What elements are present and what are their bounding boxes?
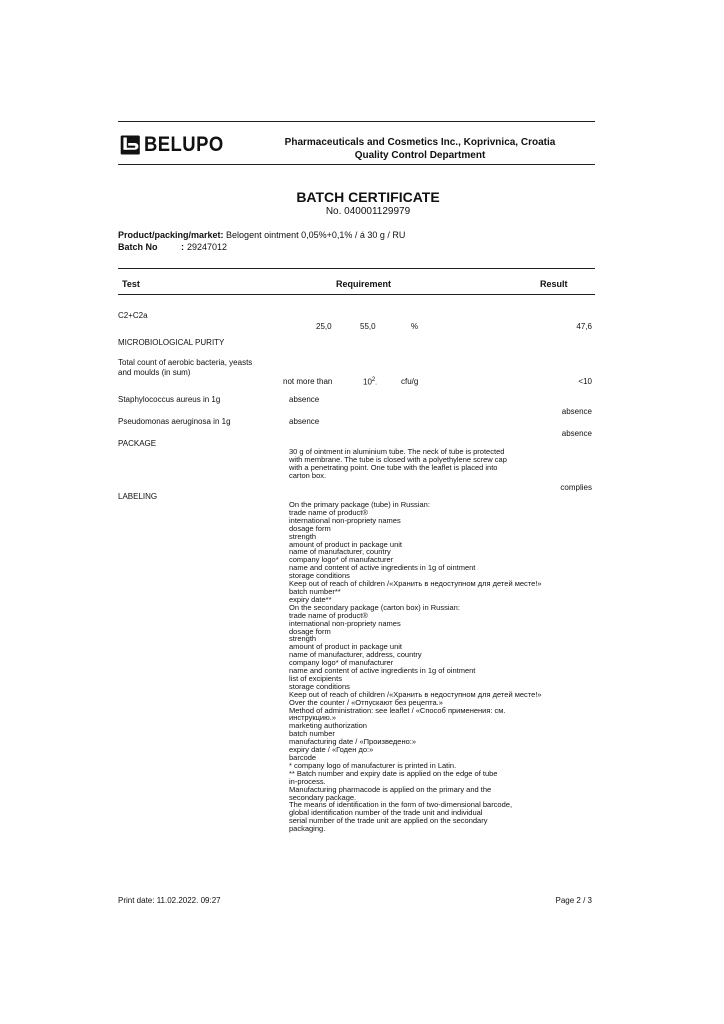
belupo-logo-icon bbox=[120, 130, 140, 160]
batch-value: 29247012 bbox=[187, 242, 228, 252]
labeling-line: name and content of active ingredients in 1g of ointment bbox=[289, 666, 476, 676]
labeling-line: Keep out of reach of children /«Хранить в недоступном для детей месте!» bbox=[289, 579, 542, 589]
package-line: carton box. bbox=[289, 470, 327, 480]
test-name-tamc-2: and moulds (in sum) bbox=[118, 368, 191, 377]
labeling-line: international non-propriety names bbox=[289, 618, 401, 628]
section-package: PACKAGE bbox=[118, 439, 157, 448]
certificate-title: BATCH CERTIFICATE bbox=[296, 189, 440, 205]
col-result-header: Result bbox=[540, 279, 568, 289]
package-description bbox=[289, 448, 539, 480]
package-line: with a penetrating point. One tube with the leaflet is placed into bbox=[289, 462, 498, 472]
labeling-line: packaging. bbox=[289, 824, 326, 834]
labeling-line: name of manufacturer, address, country bbox=[289, 650, 422, 660]
table-top-rule bbox=[118, 268, 595, 269]
req-limit-tamc bbox=[363, 376, 377, 388]
company-name: Pharmaceuticals and Cosmetics Inc., Koprivnica, Croatia bbox=[284, 137, 556, 148]
labeling-line: ** Batch number and expiry date is applied on the edge of tube bbox=[289, 768, 498, 778]
labeling-line: trade name of product® bbox=[289, 507, 368, 517]
col-test-header: Test bbox=[122, 279, 140, 289]
labeling-line: amount of product in package unit bbox=[289, 642, 402, 652]
req-limit-exp: 2 bbox=[371, 377, 376, 383]
certificate-number: No. 040001129979 bbox=[325, 206, 411, 217]
labeling-line: On the secondary package (carton box) in Russian: bbox=[289, 602, 460, 612]
labeling-line: The means of identification in the form of two-dimensional barcode, bbox=[289, 800, 513, 810]
req-staph: absence bbox=[289, 395, 320, 404]
section-micro: MICROBIOLOGICAL PURITY bbox=[118, 338, 225, 347]
test-name-pseudo: Pseudomonas aeruginosa in 1g bbox=[118, 417, 231, 426]
labeling-line: * company logo of manufacturer is printed in Latin. bbox=[289, 760, 457, 770]
labeling-line: batch number bbox=[289, 729, 335, 739]
labeling-line: Keep out of reach of children /«Хранить в недоступном для детей месте!» bbox=[289, 689, 542, 699]
labeling-line: global identification number of the trade unit and individual bbox=[289, 808, 483, 818]
req-limit-exp-suffix: . bbox=[375, 380, 377, 387]
labeling-line: dosage form bbox=[289, 626, 331, 636]
table-header-rule bbox=[118, 294, 595, 295]
req-unit-c2: % bbox=[411, 322, 419, 331]
labeling-line: serial number of the trade unit are applied on the secondary bbox=[289, 816, 488, 826]
req-pseudo: absence bbox=[289, 417, 320, 426]
batch-separator: : bbox=[181, 242, 184, 252]
col-requirement-header: Requirement bbox=[336, 279, 392, 289]
req-unit-tamc: cfu/g bbox=[401, 377, 419, 386]
labeling-line: list of excipients bbox=[289, 673, 342, 683]
test-name-staph: Staphylococcus aureus in 1g bbox=[118, 395, 221, 404]
labeling-line: company logo* of manufacturer bbox=[289, 658, 394, 668]
labeling-line: storage conditions bbox=[289, 681, 350, 691]
labeling-line: batch number** bbox=[289, 586, 341, 596]
labeling-line: dosage form bbox=[289, 523, 331, 533]
result-pseudo: absence bbox=[561, 429, 592, 438]
product-label: Product/packing/market: bbox=[118, 230, 224, 240]
labeling-line: Manufacturing pharmacode is applied on the primary and the bbox=[289, 784, 492, 794]
header-bottom-rule bbox=[118, 164, 595, 165]
labeling-line: expiry date** bbox=[289, 594, 332, 604]
test-name-c2: C2+C2a bbox=[118, 311, 148, 320]
labeling-line: company logo* of manufacturer bbox=[289, 555, 394, 565]
header-top-rule bbox=[118, 121, 595, 122]
labeling-line: Over the counter / «Отпускают без рецепта.» bbox=[289, 697, 443, 707]
labeling-description bbox=[289, 500, 542, 834]
package-line: with membrane. The tube is closed with a polyethylene screw cap bbox=[289, 454, 507, 464]
labeling-line: name of manufacturer, country bbox=[289, 547, 391, 557]
print-date: Print date: 11.02.2022. 09:27 bbox=[118, 896, 221, 905]
labeling-line: On the primary package (tube) in Russian: bbox=[289, 500, 430, 509]
req-limit-base: 10 bbox=[363, 377, 372, 387]
labeling-line: international non-propriety names bbox=[289, 515, 401, 525]
req-tamc: not more than bbox=[283, 377, 333, 386]
req-max-c2: 55,0 bbox=[360, 322, 376, 331]
labeling-line: name and content of active ingredients in 1g of ointment bbox=[289, 563, 476, 573]
labeling-line: manufacturing date / «Произведено:» bbox=[289, 737, 417, 747]
brand-logo bbox=[120, 128, 235, 162]
req-min-c2: 25,0 bbox=[316, 322, 332, 331]
product-value: Belogent ointment 0,05%+0,1% / á 30 g / RU bbox=[226, 230, 406, 240]
result-staph: absence bbox=[561, 407, 592, 416]
department-name: Quality Control Department bbox=[354, 150, 486, 161]
labeling-line: expiry date / «Годен до:» bbox=[289, 745, 374, 755]
labeling-line: in-process. bbox=[289, 776, 326, 786]
labeling-line: strength bbox=[289, 531, 317, 541]
labeling-line: barcode bbox=[289, 753, 317, 762]
labeling-line: secondary package. bbox=[289, 792, 357, 802]
result-tamc: <10 bbox=[578, 377, 592, 386]
brand-name: BELUPO bbox=[144, 133, 225, 156]
section-labeling: LABELING bbox=[118, 492, 158, 501]
result-package: complies bbox=[560, 483, 592, 492]
labeling-line: storage conditions bbox=[289, 571, 350, 581]
labeling-line: amount of product in package unit bbox=[289, 539, 402, 549]
labeling-line: strength bbox=[289, 634, 317, 644]
result-c2: 47,6 bbox=[576, 322, 592, 331]
labeling-line: trade name of product® bbox=[289, 610, 368, 620]
page-number: Page 2 / 3 bbox=[555, 896, 592, 905]
labeling-line: marketing authorization bbox=[289, 721, 367, 731]
labeling-line: инструкцию.» bbox=[289, 713, 336, 723]
test-name-tamc-1: Total count of aerobic bacteria, yeasts bbox=[118, 358, 253, 367]
product-line bbox=[118, 230, 598, 240]
batch-label: Batch No bbox=[118, 242, 158, 252]
package-line: 30 g of ointment in aluminium tube. The neck of tube is protected bbox=[289, 447, 505, 456]
labeling-line: Method of administration: see leaflet / «Способ применения: см. bbox=[289, 705, 506, 715]
